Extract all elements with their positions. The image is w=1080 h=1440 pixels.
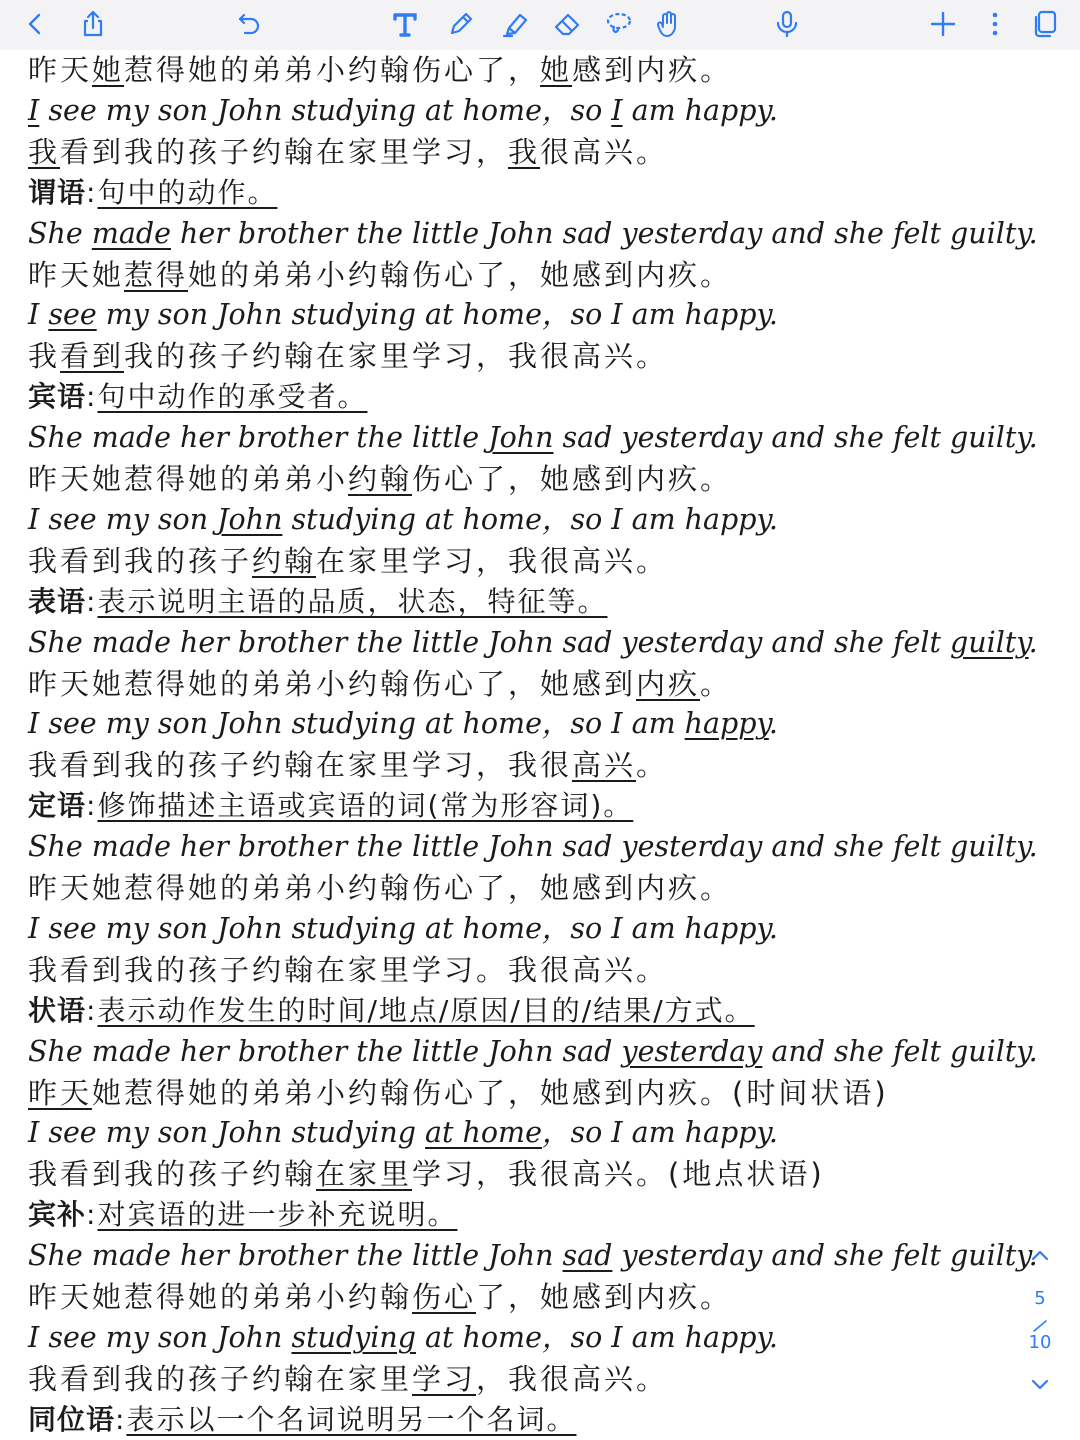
sentence-text: 在家里学习，我很高兴。 xyxy=(316,543,669,578)
eraser-icon[interactable] xyxy=(544,2,590,46)
underlined-phrase: 我 xyxy=(508,134,541,169)
sentence-text: 昨天她惹得她的弟弟小 xyxy=(28,462,349,496)
sentence-text: my son John studying at home，so I am happy. xyxy=(96,298,778,332)
english-sentence xyxy=(28,909,778,949)
sentence-text: sad yesterday and she felt guilty. xyxy=(553,421,1038,455)
text-tool-icon[interactable] xyxy=(382,2,428,46)
chinese-sentence xyxy=(28,745,668,785)
english-sentence xyxy=(28,500,778,540)
grammar-term: 同位语 xyxy=(28,1402,116,1436)
sentence-text: 看到我的孩子约翰在家里学习， xyxy=(60,134,509,169)
grammar-term: 状语 xyxy=(28,993,87,1027)
page-indicator xyxy=(1010,1240,1070,1400)
underlined-phrase: John xyxy=(488,421,554,455)
underlined-phrase: I xyxy=(28,93,40,127)
underlined-phrase: 看到 xyxy=(60,339,125,374)
underlined-phrase: 内疚 xyxy=(636,666,701,701)
sentence-text: her brother the little John sad yesterday and she felt guilty. xyxy=(170,216,1038,250)
english-sentence xyxy=(28,91,778,131)
sentence-text: 昨天她惹得她的弟弟小约翰伤心了，她感到内疚。 xyxy=(28,871,733,905)
undo-icon[interactable] xyxy=(226,2,272,46)
sentence-text: 。 xyxy=(700,666,733,701)
grammar-term: 宾语 xyxy=(28,380,87,414)
english-sentence xyxy=(28,704,778,744)
note-canvas[interactable] xyxy=(0,50,1080,1440)
section-heading xyxy=(28,377,367,417)
sentence-text: and she felt guilty. xyxy=(762,1034,1038,1068)
chinese-sentence xyxy=(28,868,732,908)
sentence-text: 我的孩子约翰在家里学习，我很高兴。 xyxy=(124,339,669,374)
chinese-sentence xyxy=(28,255,732,295)
heading-colon: : xyxy=(86,584,98,618)
chevron-left-icon[interactable] xyxy=(12,2,58,46)
sentence-text: I see my son John xyxy=(28,1320,292,1354)
underlined-phrase: studying xyxy=(291,1320,416,1354)
sentence-text: 伤心了，她感到内疚。 xyxy=(412,462,733,496)
english-sentence xyxy=(28,623,1038,663)
sentence-text: She made her brother the little John sad yesterday and she felt xyxy=(28,625,950,659)
chinese-sentence xyxy=(28,132,668,172)
sentence-text: I xyxy=(28,298,49,332)
sentence-text: 我看到我的孩子约翰在家里学习，我很 xyxy=(28,748,573,783)
sentence-text: 我看到我的孩子约翰在家里 xyxy=(28,1361,413,1396)
underlined-phrase: happy xyxy=(684,707,769,741)
sentence-text: 她惹得她的弟弟小约翰伤心了，她感到内疚。(时间状语) xyxy=(92,1075,889,1110)
sentence-text: yesterday and she felt guilty. xyxy=(612,1239,1038,1273)
sentence-text: 我 xyxy=(28,339,61,374)
english-sentence xyxy=(28,1032,1038,1072)
highlighter-icon[interactable] xyxy=(492,2,538,46)
sentence-text: studying at home，so I am happy. xyxy=(282,502,778,536)
english-sentence xyxy=(28,418,1038,458)
english-sentence xyxy=(28,1113,778,1153)
pen-icon[interactable] xyxy=(438,2,484,46)
hand-icon[interactable] xyxy=(646,2,692,46)
chinese-sentence xyxy=(28,664,732,704)
chinese-sentence xyxy=(28,1154,825,1194)
chevron-down-icon[interactable] xyxy=(1028,1372,1052,1396)
underlined-phrase: made xyxy=(91,216,171,250)
underlined-phrase: 约翰 xyxy=(348,462,413,496)
chinese-sentence xyxy=(28,1359,668,1399)
sentence-text: I see my son John studying xyxy=(28,1116,426,1150)
chevron-up-icon[interactable] xyxy=(1028,1244,1052,1268)
underlined-phrase: 高兴 xyxy=(572,748,637,783)
section-heading xyxy=(28,1195,457,1235)
section-heading xyxy=(28,1400,576,1440)
section-heading xyxy=(28,173,277,213)
underlined-phrase: sad xyxy=(562,1239,613,1273)
sentence-text: 我看到我的孩子约翰在家里学习。我很高兴。 xyxy=(28,952,669,987)
sentence-text: 。 xyxy=(636,748,669,783)
sentence-text: 惹得她的弟弟小约翰伤心了， xyxy=(124,53,541,87)
sentence-text: ，我很高兴。 xyxy=(476,1361,669,1396)
chinese-sentence xyxy=(28,1073,889,1113)
current-page-number: 5 xyxy=(1034,1288,1046,1309)
chinese-sentence xyxy=(28,541,668,581)
plus-icon[interactable] xyxy=(920,2,966,46)
underlined-phrase: 在家里 xyxy=(316,1157,413,1192)
section-heading xyxy=(28,582,607,622)
sentence-text: 了，她感到内疚。 xyxy=(476,1280,733,1314)
sentence-text: She made her brother the little John sad xyxy=(28,1034,622,1068)
heading-colon: : xyxy=(115,1402,127,1436)
heading-colon: : xyxy=(86,380,98,414)
grammar-term: 谓语 xyxy=(28,175,87,209)
underlined-phrase: 伤心 xyxy=(412,1280,477,1314)
grammar-term: 宾补 xyxy=(28,1198,87,1232)
sentence-text: 昨天 xyxy=(28,53,93,87)
sentence-text: 昨天她惹得她的弟弟小约翰伤心了，她感到 xyxy=(28,666,637,701)
english-sentence xyxy=(28,214,1038,254)
grammar-definition: 表示动作发生的时间/地点/原因/目的/结果/方式。 xyxy=(97,993,755,1027)
underlined-phrase: 她 xyxy=(92,53,125,87)
underlined-phrase: yesterday xyxy=(621,1034,763,1068)
sentence-text: She xyxy=(28,216,92,250)
sentence-text: . xyxy=(768,707,778,741)
pages-icon[interactable] xyxy=(1022,2,1068,46)
heading-colon: : xyxy=(86,993,98,1027)
toolbar xyxy=(0,0,1080,51)
more-icon[interactable] xyxy=(972,2,1018,46)
underlined-phrase: 她 xyxy=(540,53,573,87)
underlined-phrase: at home xyxy=(425,1116,542,1150)
underlined-phrase: 昨天 xyxy=(28,1075,93,1110)
sentence-text: 我看到我的孩子 xyxy=(28,543,253,578)
underlined-phrase: 惹得 xyxy=(124,257,189,292)
chinese-sentence xyxy=(28,336,668,376)
sentence-text: She made her brother the little John sad yesterday and she felt guilty. xyxy=(28,830,1038,864)
sentence-text: 学习，我很高兴。(地点状语) xyxy=(412,1157,825,1192)
chinese-sentence xyxy=(28,1277,732,1317)
sentence-text: I see my son xyxy=(28,502,218,536)
lasso-icon[interactable] xyxy=(596,2,642,46)
underlined-phrase: John xyxy=(217,502,283,536)
heading-colon: : xyxy=(86,175,98,209)
sentence-text: 她的弟弟小约翰伤心了，她感到内疚。 xyxy=(188,257,733,292)
section-heading xyxy=(28,991,755,1031)
share-icon[interactable] xyxy=(70,2,116,46)
sentence-text: ，so I am happy. xyxy=(541,1116,778,1150)
sentence-text: I see my son John studying at home，so I am xyxy=(28,707,685,741)
grammar-definition: 句中的动作。 xyxy=(97,175,278,209)
sentence-text: 我看到我的孩子约翰 xyxy=(28,1157,317,1192)
grammar-definition: 修饰描述主语或宾语的词(常为形容词)。 xyxy=(97,789,634,823)
grammar-definition: 表示说明主语的品质，状态，特征等。 xyxy=(97,584,608,618)
grammar-term: 定语 xyxy=(28,789,87,823)
sentence-text: see my son John studying at home，so xyxy=(39,93,612,127)
sentence-text: . xyxy=(1028,625,1038,659)
sentence-text: 很高兴。 xyxy=(540,134,669,169)
chinese-sentence xyxy=(28,459,732,499)
section-heading xyxy=(28,786,633,826)
page-separator xyxy=(1030,1319,1050,1333)
sentence-text: She made her brother the little xyxy=(28,421,489,455)
english-sentence xyxy=(28,827,1038,867)
sentence-text: 昨天她惹得她的弟弟小约翰 xyxy=(28,1280,413,1314)
microphone-icon[interactable] xyxy=(764,2,810,46)
chinese-sentence xyxy=(28,950,668,990)
english-sentence xyxy=(28,1236,1038,1276)
english-sentence xyxy=(28,295,778,335)
sentence-text: 感到内疚。 xyxy=(572,53,733,87)
english-sentence xyxy=(28,1318,778,1358)
total-page-number: 10 xyxy=(1028,1332,1052,1353)
underlined-phrase: I xyxy=(611,93,623,127)
sentence-text: I see my son John studying at home，so I am happy. xyxy=(28,911,778,945)
grammar-definition: 对宾语的进一步补充说明。 xyxy=(97,1198,458,1232)
heading-colon: : xyxy=(86,789,98,823)
sentence-text: am happy. xyxy=(622,93,778,127)
heading-colon: : xyxy=(86,1198,98,1232)
underlined-phrase: 我 xyxy=(28,134,61,169)
grammar-definition: 句中动作的承受者。 xyxy=(97,380,368,414)
underlined-phrase: 约翰 xyxy=(252,543,317,578)
sentence-text: 昨天她 xyxy=(28,257,125,292)
sentence-text: at home，so I am happy. xyxy=(415,1320,778,1354)
chinese-sentence xyxy=(28,50,732,90)
sentence-text: She made her brother the little John xyxy=(28,1239,563,1273)
underlined-phrase: guilty xyxy=(950,625,1029,659)
grammar-term: 表语 xyxy=(28,584,87,618)
underlined-phrase: 学习 xyxy=(412,1361,477,1396)
grammar-definition: 表示以一个名词说明另一个名词。 xyxy=(126,1402,577,1436)
underlined-phrase: see xyxy=(48,298,97,332)
